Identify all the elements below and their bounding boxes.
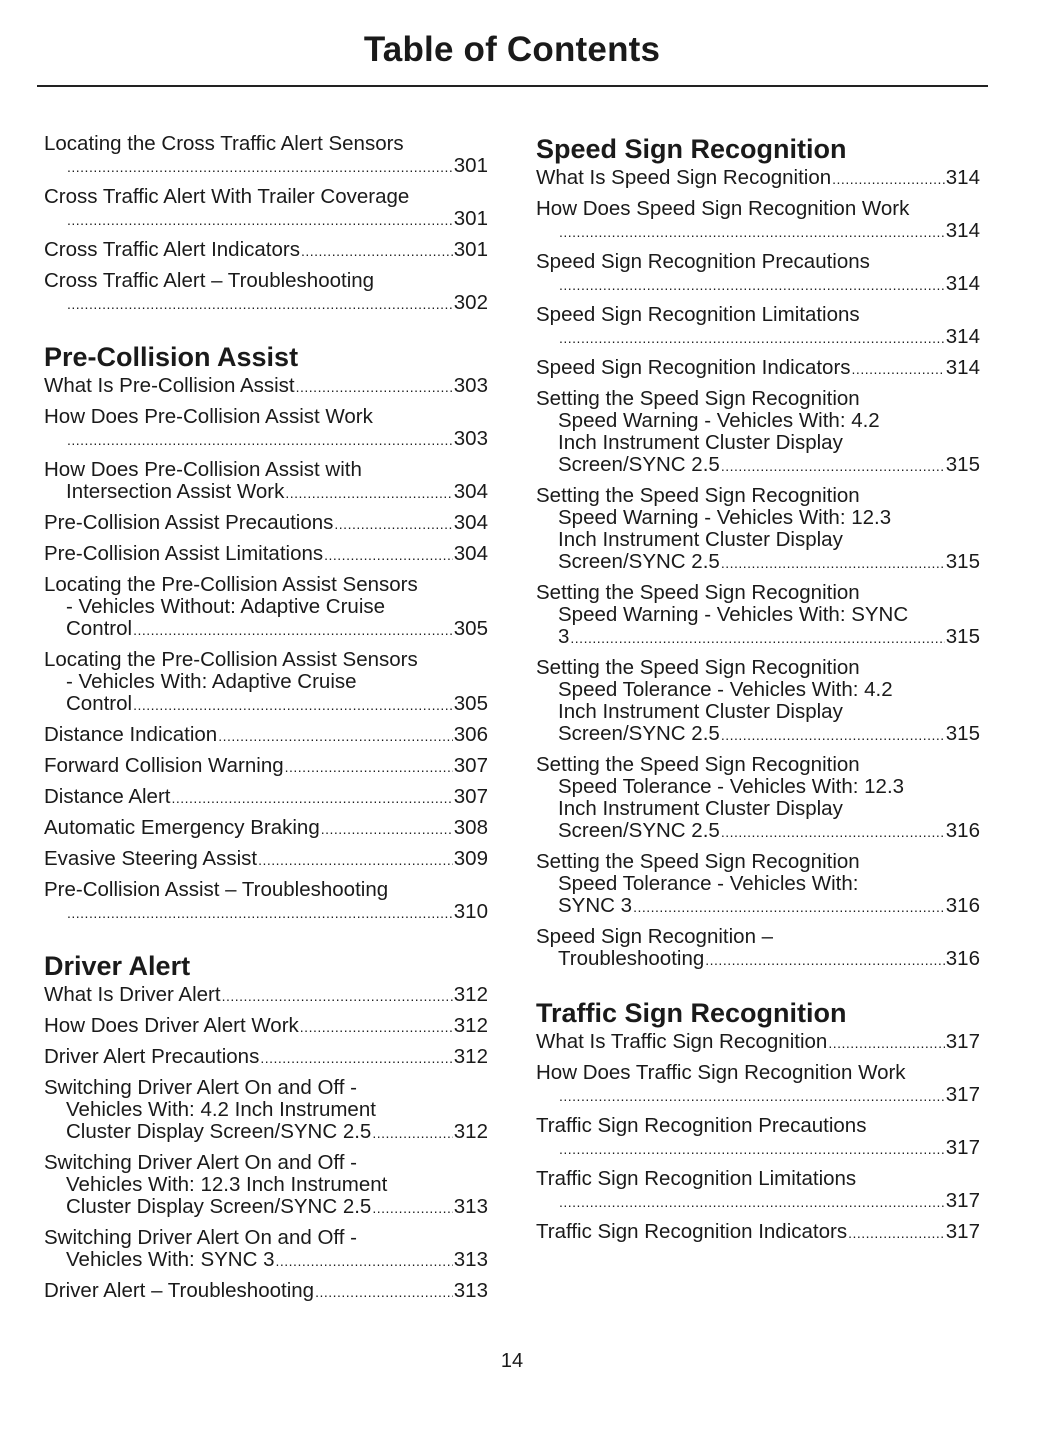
toc-entry-title: What Is Speed Sign Recognition: [536, 166, 832, 189]
dot-leader: [67, 209, 453, 231]
toc-entry-title: Speed Sign Recognition Indicators: [536, 356, 851, 379]
toc-entry-title: Troubleshooting: [558, 947, 705, 970]
toc-entry[interactable]: [536, 582, 980, 649]
toc-entry-title: Driver Alert – Troubleshooting: [44, 1279, 315, 1302]
toc-entry-line: [536, 410, 980, 432]
toc-entry-line: [536, 1062, 980, 1084]
dot-leader: [852, 358, 945, 380]
toc-page-number[interactable]: 308: [453, 816, 488, 839]
toc-entry[interactable]: [44, 1280, 488, 1303]
toc-entry[interactable]: [44, 879, 488, 924]
toc-page-number[interactable]: 312: [453, 1045, 488, 1068]
toc-entry-line: [44, 755, 488, 778]
section-heading: Pre-Collision Assist: [44, 342, 299, 372]
dot-leader: [372, 1197, 452, 1219]
toc-entry-title: Setting the Speed Sign Recognition: [536, 484, 860, 507]
toc-entry-line: [44, 292, 488, 315]
toc-entry-title: Speed Tolerance - Vehicles With: 4.2: [558, 678, 893, 701]
toc-entry[interactable]: [536, 198, 980, 243]
toc-entry-title: - Vehicles Without: Adaptive Cruise: [66, 595, 386, 618]
toc-entry-title: Screen/SYNC 2.5: [558, 722, 720, 745]
toc-entry-line: [536, 776, 980, 798]
toc-entry[interactable]: [44, 406, 488, 451]
section-heading: Driver Alert: [44, 951, 191, 981]
toc-entry-line: [536, 551, 980, 574]
toc-entry[interactable]: [536, 388, 980, 477]
toc-entry[interactable]: [44, 755, 488, 778]
toc-entry-line: [536, 657, 980, 679]
toc-entry-line: [44, 984, 488, 1007]
toc-entry-title: Screen/SYNC 2.5: [558, 819, 720, 842]
toc-entry-title: Setting the Speed Sign Recognition: [536, 656, 860, 679]
toc-entry-line: [44, 786, 488, 809]
toc-entry-title: Inch Instrument Cluster Display: [558, 528, 843, 551]
toc-entry-line: [536, 582, 980, 604]
toc-entry-line: [536, 220, 980, 243]
toc-entry-line: [44, 1099, 488, 1121]
toc-entry-line: [536, 1221, 980, 1244]
dot-leader: [296, 376, 453, 398]
toc-page-number[interactable]: 312: [453, 1120, 488, 1143]
dot-leader: [559, 1085, 945, 1107]
toc-page-number[interactable]: 313: [453, 1279, 488, 1302]
toc-entry[interactable]: [44, 1152, 488, 1219]
toc-entry[interactable]: [44, 375, 488, 398]
toc-entry-title: Speed Sign Recognition Limitations: [536, 303, 860, 326]
toc-entry-line: [536, 926, 980, 948]
toc-entry-line: [44, 901, 488, 924]
toc-entry-line: [44, 1227, 488, 1249]
toc-entry[interactable]: [536, 304, 980, 349]
toc-entry-title: What Is Traffic Sign Recognition: [536, 1030, 828, 1053]
toc-page-number[interactable]: 304: [453, 542, 488, 565]
dot-leader: [218, 725, 453, 747]
toc-entry-line: [44, 239, 488, 262]
toc-entry-line: [44, 133, 488, 155]
toc-entry-line: [44, 1249, 488, 1272]
toc-entry-title: How Does Pre-Collision Assist Work: [44, 405, 373, 428]
toc-page-number[interactable]: 317: [945, 1189, 980, 1212]
toc-page-number[interactable]: 316: [945, 894, 980, 917]
dot-leader: [721, 821, 945, 843]
toc-entry-title: SYNC 3: [558, 894, 633, 917]
toc-page-number[interactable]: 306: [453, 723, 488, 746]
toc-page-number[interactable]: 307: [453, 785, 488, 808]
toc-column-left: [44, 133, 488, 1311]
toc-entry-line: [44, 155, 488, 178]
toc-entry-title: Distance Alert: [44, 785, 171, 808]
toc-entry-line: [536, 895, 980, 918]
toc-entry[interactable]: [44, 1015, 488, 1038]
toc-entry-line: [44, 649, 488, 671]
toc-page-number[interactable]: 304: [453, 480, 488, 503]
toc-page-number[interactable]: 301: [453, 207, 488, 230]
toc-entry-title: How Does Driver Alert Work: [44, 1014, 299, 1037]
dot-leader: [324, 544, 453, 566]
toc-entry-line: [44, 186, 488, 208]
toc-entry[interactable]: [536, 657, 980, 746]
toc-entry[interactable]: [536, 167, 980, 190]
toc-entry-line: [44, 512, 488, 535]
toc-entry-title: Speed Warning - Vehicles With: SYNC: [558, 603, 909, 626]
toc-page-number[interactable]: 303: [453, 427, 488, 450]
dot-leader: [721, 552, 945, 574]
dot-leader: [285, 482, 452, 504]
toc-entry-line: [44, 270, 488, 292]
toc-entry-title: Speed Warning - Vehicles With: 4.2: [558, 409, 880, 432]
toc-entry[interactable]: [44, 1227, 488, 1272]
toc-entry-line: [44, 481, 488, 504]
toc-entry-line: [536, 1084, 980, 1107]
dot-leader: [848, 1222, 945, 1244]
dot-leader: [67, 429, 453, 451]
toc-page-number[interactable]: 303: [453, 374, 488, 397]
dot-leader: [67, 902, 453, 924]
toc-entry-line: [536, 1190, 980, 1213]
dot-leader: [301, 240, 453, 262]
toc-entry[interactable]: [536, 485, 980, 574]
toc-entry[interactable]: [536, 754, 980, 843]
toc-page-number[interactable]: 314: [945, 356, 980, 379]
toc-entry-line: [44, 459, 488, 481]
toc-entry-line: [536, 626, 980, 649]
toc-entry-line: [536, 754, 980, 776]
toc-entry-title: Locating the Pre-Collision Assist Sensors: [44, 573, 418, 596]
toc-entry-title: Switching Driver Alert On and Off -: [44, 1226, 357, 1249]
toc-entry-line: [44, 1046, 488, 1069]
toc-entry-title: How Does Traffic Sign Recognition Work: [536, 1061, 906, 1084]
toc-entry[interactable]: [536, 1115, 980, 1160]
toc-page-number[interactable]: 315: [945, 550, 980, 573]
toc-entry-line: [44, 817, 488, 840]
toc-entry-title: Screen/SYNC 2.5: [558, 453, 720, 476]
toc-entry-title: Pre-Collision Assist Precautions: [44, 511, 334, 534]
toc-entry-line: [536, 529, 980, 551]
toc-entry[interactable]: [44, 543, 488, 566]
toc-entry[interactable]: [44, 984, 488, 1007]
toc-entry-line: [536, 198, 980, 220]
toc-page-number[interactable]: 307: [453, 754, 488, 777]
toc-entry-title: How Does Speed Sign Recognition Work: [536, 197, 910, 220]
toc-page-number[interactable]: 317: [945, 1083, 980, 1106]
toc-page-number[interactable]: 314: [945, 272, 980, 295]
toc-entry-line: [536, 388, 980, 410]
dot-leader: [315, 1281, 453, 1303]
toc-entry-title: Distance Indication: [44, 723, 218, 746]
toc-entry[interactable]: [44, 817, 488, 840]
toc-entry[interactable]: [44, 1077, 488, 1144]
dot-leader: [276, 1250, 453, 1272]
toc-entry-line: [44, 1196, 488, 1219]
toc-entry-line: [536, 679, 980, 701]
toc-entry-line: [44, 208, 488, 231]
toc-entry[interactable]: [536, 1168, 980, 1213]
toc-entry-title: What Is Driver Alert: [44, 983, 221, 1006]
toc-entry-title: Locating the Cross Traffic Alert Sensors: [44, 132, 404, 155]
toc-page-number[interactable]: 315: [945, 453, 980, 476]
toc-entry[interactable]: [536, 251, 980, 296]
toc-entry-title: Inch Instrument Cluster Display: [558, 431, 843, 454]
toc-entry-title: Vehicles With: 12.3 Inch Instrument: [66, 1173, 388, 1196]
toc-entry-line: [44, 1077, 488, 1099]
toc-entry-title: Vehicles With: SYNC 3: [66, 1248, 275, 1271]
toc-entry-title: Cross Traffic Alert – Troubleshooting: [44, 269, 375, 292]
toc-entry-line: [536, 1168, 980, 1190]
toc-page-number[interactable]: 314: [945, 219, 980, 242]
toc-entry[interactable]: [44, 724, 488, 747]
dot-leader: [300, 1016, 453, 1038]
toc-page-number[interactable]: 317: [945, 1220, 980, 1243]
toc-entry-line: [536, 326, 980, 349]
dot-leader: [559, 327, 945, 349]
toc-page-number[interactable]: 317: [945, 1136, 980, 1159]
toc-entry-line: [536, 1137, 980, 1160]
page-number: 14: [500, 1350, 524, 1372]
toc-page-number[interactable]: 317: [945, 1030, 980, 1053]
toc-entry-line: [536, 1031, 980, 1054]
toc-entry-line: [44, 1015, 488, 1038]
toc-entry-line: [44, 693, 488, 716]
toc-page-number[interactable]: 304: [453, 511, 488, 534]
toc-entry-line: [44, 596, 488, 618]
toc-entry-title: Forward Collision Warning: [44, 754, 284, 777]
section-heading: Traffic Sign Recognition: [536, 998, 847, 1028]
toc-entry-title: How Does Pre-Collision Assist with: [44, 458, 362, 481]
toc-entry-title: Traffic Sign Recognition Indicators: [536, 1220, 848, 1243]
toc-entry-line: [44, 543, 488, 566]
toc-entry[interactable]: [536, 851, 980, 918]
dot-leader: [334, 513, 452, 535]
toc-entry[interactable]: [44, 186, 488, 231]
dot-leader: [372, 1122, 452, 1144]
toc-page-number[interactable]: 305: [453, 692, 488, 715]
toc-entry-title: Control: [66, 617, 133, 640]
dot-leader: [133, 619, 453, 641]
toc-entry-line: [44, 879, 488, 901]
toc-page-number[interactable]: 301: [453, 154, 488, 177]
toc-entry-title: Speed Sign Recognition –: [536, 925, 774, 948]
toc-entry-title: Switching Driver Alert On and Off -: [44, 1151, 357, 1174]
toc-entry[interactable]: [44, 133, 488, 178]
toc-entry-line: [44, 848, 488, 871]
toc-entry-title: Vehicles With: 4.2 Inch Instrument: [66, 1098, 376, 1121]
toc-entry-line: [536, 604, 980, 626]
dot-leader: [828, 1032, 944, 1054]
dot-leader: [285, 756, 453, 778]
toc-entry-title: Setting the Speed Sign Recognition: [536, 581, 860, 604]
toc-page-number[interactable]: 314: [945, 325, 980, 348]
toc-entry[interactable]: [44, 574, 488, 641]
dot-leader: [260, 1047, 452, 1069]
toc-page-number[interactable]: 316: [945, 819, 980, 842]
toc-entry-line: [44, 1152, 488, 1174]
toc-page-number[interactable]: 314: [945, 166, 980, 189]
dot-leader: [67, 293, 453, 315]
toc-entry[interactable]: [536, 926, 980, 971]
toc-page-number[interactable]: 309: [453, 847, 488, 870]
toc-entry-title: Pre-Collision Assist Limitations: [44, 542, 324, 565]
toc-entry-line: [536, 851, 980, 873]
toc-entry[interactable]: [536, 357, 980, 380]
toc-entry-title: Evasive Steering Assist: [44, 847, 258, 870]
toc-entry-title: Locating the Pre-Collision Assist Sensors: [44, 648, 418, 671]
toc-entry-line: [44, 375, 488, 398]
toc-entry-line: [536, 723, 980, 746]
toc-entry-title: Cross Traffic Alert Indicators: [44, 238, 300, 261]
toc-entry-line: [44, 1121, 488, 1144]
dot-leader: [171, 787, 452, 809]
toc-entry-line: [44, 671, 488, 693]
toc-entry-title: - Vehicles With: Adaptive Cruise: [66, 670, 357, 693]
toc-entry-title: Setting the Speed Sign Recognition: [536, 387, 860, 410]
toc-entry-title: Pre-Collision Assist – Troubleshooting: [44, 878, 389, 901]
toc-entry-title: Speed Tolerance - Vehicles With:: [558, 872, 859, 895]
toc-entry-title: Screen/SYNC 2.5: [558, 550, 720, 573]
toc-page-number[interactable]: 310: [453, 900, 488, 923]
toc-entry-line: [536, 167, 980, 190]
toc-entry[interactable]: [536, 1062, 980, 1107]
dot-leader: [832, 168, 945, 190]
toc-entry-line: [44, 1280, 488, 1303]
toc-page-number[interactable]: 313: [453, 1248, 488, 1271]
toc-entry-line: [536, 251, 980, 273]
toc-entry-line: [536, 454, 980, 477]
toc-entry-line: [536, 701, 980, 723]
dot-leader: [258, 849, 453, 871]
toc-entry-line: [44, 406, 488, 428]
toc-entry-line: [536, 432, 980, 454]
toc-entry-title: What Is Pre-Collision Assist: [44, 374, 295, 397]
toc-entry-line: [536, 1115, 980, 1137]
toc-entry-title: Speed Tolerance - Vehicles With: 12.3: [558, 775, 905, 798]
toc-entry[interactable]: [44, 786, 488, 809]
toc-entry-title: Intersection Assist Work: [66, 480, 285, 503]
toc-entry-title: Automatic Emergency Braking: [44, 816, 320, 839]
toc-entry-title: Inch Instrument Cluster Display: [558, 797, 843, 820]
title-divider: [37, 85, 988, 87]
toc-entry-title: Speed Sign Recognition Precautions: [536, 250, 870, 273]
toc-page-number[interactable]: 312: [453, 1014, 488, 1037]
toc-page-number[interactable]: 316: [945, 947, 980, 970]
toc-entry-line: [44, 1174, 488, 1196]
dot-leader: [222, 985, 453, 1007]
dot-leader: [559, 1191, 945, 1213]
toc-entry[interactable]: [44, 848, 488, 871]
section-heading: Speed Sign Recognition: [536, 134, 847, 164]
toc-entry-title: Cross Traffic Alert With Trailer Coverage: [44, 185, 410, 208]
toc-entry-line: [536, 507, 980, 529]
toc-entry-title: Setting the Speed Sign Recognition: [536, 753, 860, 776]
toc-entry[interactable]: [44, 459, 488, 504]
toc-entry-title: Switching Driver Alert On and Off -: [44, 1076, 357, 1099]
toc-page-number[interactable]: 301: [453, 238, 488, 261]
toc-entry-title: Cluster Display Screen/SYNC 2.5: [66, 1120, 372, 1143]
dot-leader: [559, 221, 945, 243]
dot-leader: [721, 455, 945, 477]
toc-entry-line: [44, 618, 488, 641]
toc-entry-title: Traffic Sign Recognition Limitations: [536, 1167, 857, 1190]
toc-page-number[interactable]: 315: [945, 722, 980, 745]
dot-leader: [321, 818, 453, 840]
toc-entry-line: [536, 873, 980, 895]
toc-entry-title: Inch Instrument Cluster Display: [558, 700, 843, 723]
toc-entry-title: Speed Warning - Vehicles With: 12.3: [558, 506, 892, 529]
dot-leader: [570, 627, 944, 649]
page-title: Table of Contents: [363, 30, 661, 69]
toc-entry-title: Traffic Sign Recognition Precautions: [536, 1114, 867, 1137]
toc-entry[interactable]: [536, 1031, 980, 1054]
dot-leader: [721, 724, 945, 746]
toc-entry-line: [536, 273, 980, 296]
toc-entry-line: [44, 428, 488, 451]
dot-leader: [133, 694, 453, 716]
toc-entry-line: [536, 948, 980, 971]
dot-leader: [633, 896, 945, 918]
dot-leader: [67, 156, 453, 178]
toc-page-number[interactable]: 312: [453, 983, 488, 1006]
toc-entry-title: Setting the Speed Sign Recognition: [536, 850, 860, 873]
toc-column-right: [536, 133, 980, 1252]
toc-entry[interactable]: [44, 512, 488, 535]
toc-page-number[interactable]: 313: [453, 1195, 488, 1218]
toc-entry-line: [44, 724, 488, 747]
toc-entry-line: [536, 485, 980, 507]
toc-entry[interactable]: [44, 270, 488, 315]
toc-entry-title: Driver Alert Precautions: [44, 1045, 260, 1068]
toc-entry[interactable]: [536, 1221, 980, 1244]
toc-page-number[interactable]: 305: [453, 617, 488, 640]
toc-entry-line: [536, 798, 980, 820]
toc-entry[interactable]: [44, 239, 488, 262]
toc-entry[interactable]: [44, 649, 488, 716]
toc-entry-line: [536, 357, 980, 380]
dot-leader: [559, 1138, 945, 1160]
toc-entry-title: 3: [558, 625, 570, 648]
toc-entry-line: [44, 574, 488, 596]
dot-leader: [559, 274, 945, 296]
toc-entry-title: Cluster Display Screen/SYNC 2.5: [66, 1195, 372, 1218]
dot-leader: [705, 949, 945, 971]
toc-page-number[interactable]: 315: [945, 625, 980, 648]
toc-page-number[interactable]: 302: [453, 291, 488, 314]
toc-entry[interactable]: [44, 1046, 488, 1069]
toc-entry-line: [536, 820, 980, 843]
toc-entry-line: [536, 304, 980, 326]
toc-entry-title: Control: [66, 692, 133, 715]
